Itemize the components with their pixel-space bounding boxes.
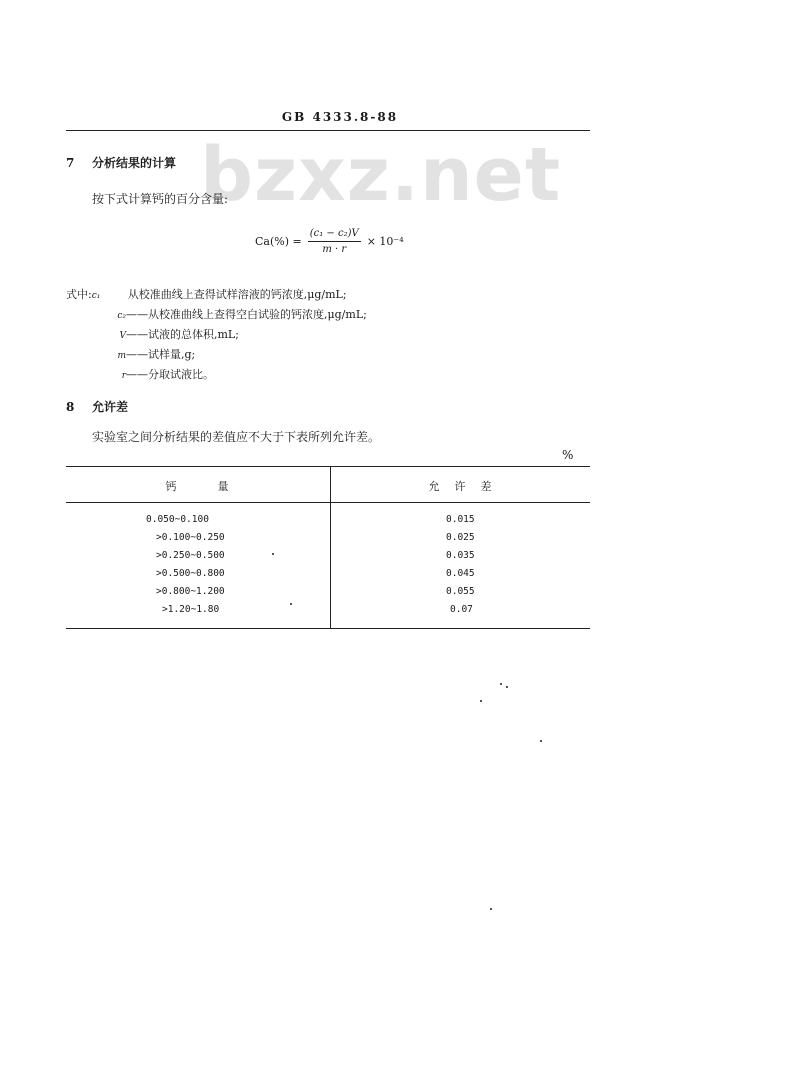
definition-prefix: 式中:	[66, 288, 92, 301]
section-8-title: 允许差	[92, 400, 129, 414]
formula-factor: × 10⁻⁴	[366, 235, 404, 248]
definition-variable: c₂	[117, 311, 126, 321]
table-cell-calcium: >0.100~0.250	[156, 532, 225, 543]
table-top-rule	[66, 466, 590, 467]
definition-text: 分取试液比。	[148, 368, 214, 381]
definition-separator: ——	[126, 368, 148, 381]
table-cell-tolerance: 0.025	[446, 532, 475, 543]
table-cell-tolerance: 0.07	[450, 604, 473, 615]
definition-row	[66, 365, 367, 385]
definition-text: 试样量,g;	[148, 348, 196, 361]
tolerance-table	[66, 466, 590, 630]
table-cell-calcium: >0.500~0.800	[156, 568, 225, 579]
definition-variable: c₁	[91, 291, 101, 301]
header-rule	[66, 130, 590, 131]
section-7-title: 分析结果的计算	[92, 156, 177, 170]
definition-row	[66, 285, 367, 305]
scan-speck	[506, 686, 508, 688]
section-8-intro: 实验室之间分析结果的差值应不大于下表所列允许差。	[92, 430, 381, 444]
table-cell-tolerance: 0.015	[446, 514, 475, 525]
definition-row	[66, 325, 367, 345]
watermark: bzxz.net	[200, 132, 562, 218]
formula-denominator: m · r	[322, 244, 347, 255]
table-cell-tolerance: 0.055	[446, 586, 475, 597]
calcium-formula	[255, 228, 404, 255]
table-cell-calcium: 0.050~0.100	[146, 514, 209, 525]
section-8-number: 8	[66, 400, 75, 414]
formula-numerator: (c₁ − c₂)V	[308, 228, 361, 242]
definition-variable: r	[121, 371, 126, 381]
formula-fraction	[308, 228, 361, 255]
column-header-tolerance: 允 许 差	[428, 480, 494, 493]
scan-speck	[500, 683, 502, 685]
definition-separator: ——	[126, 348, 148, 361]
scan-speck	[272, 553, 274, 555]
scan-speck	[290, 603, 292, 605]
formula-definitions	[66, 285, 367, 385]
scan-speck	[480, 700, 482, 702]
section-8-heading	[66, 398, 128, 415]
definition-separator: ——	[126, 308, 148, 321]
definition-row	[66, 305, 367, 325]
section-7-heading	[66, 154, 176, 171]
table-cell-tolerance: 0.035	[446, 550, 475, 561]
table-cell-calcium: >1.20~1.80	[162, 604, 220, 615]
table-cell-calcium: >0.250~0.500	[156, 550, 225, 561]
definition-text: 试液的总体积,mL;	[148, 328, 239, 341]
section-7-number: 7	[66, 156, 75, 170]
table-cell-tolerance: 0.045	[446, 568, 475, 579]
document-code: GB 4333.8-88	[281, 110, 399, 124]
definition-text: 从校准曲线上查得试样溶液的钙浓度,μg/mL;	[127, 288, 347, 301]
formula-lhs: Ca(%) =	[255, 235, 302, 248]
definition-variable: m	[117, 351, 126, 361]
table-unit: %	[562, 448, 574, 462]
scan-speck	[490, 908, 492, 910]
table-cell-calcium: >0.800~1.200	[156, 586, 225, 597]
definition-text: 从校准曲线上查得空白试验的钙浓度,μg/mL;	[148, 308, 367, 321]
table-bottom-rule	[66, 628, 590, 629]
definition-row	[66, 345, 367, 365]
scan-speck	[540, 740, 542, 742]
table-header-rule	[66, 502, 590, 503]
column-header-calcium: 钙 量	[165, 480, 231, 493]
definition-variable: V	[119, 331, 126, 341]
section-7-intro: 按下式计算钙的百分含量:	[92, 192, 229, 206]
definition-separator: ——	[126, 328, 148, 341]
